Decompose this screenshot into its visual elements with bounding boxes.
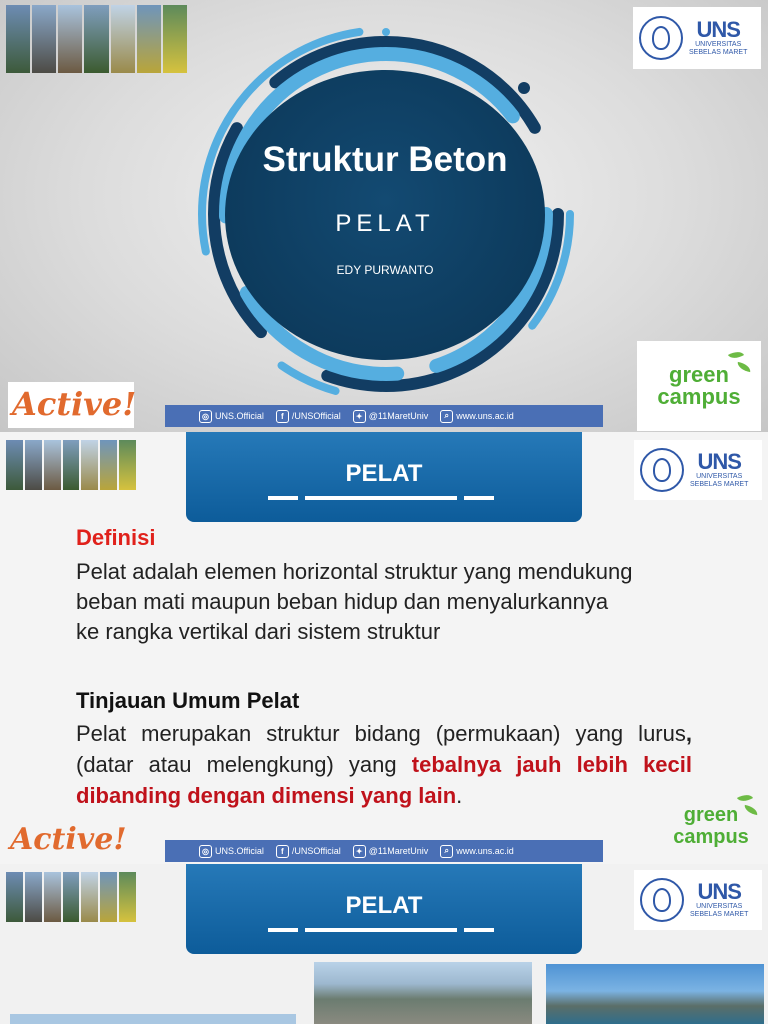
social-label: /UNSOfficial [291, 846, 341, 856]
uns-seal-icon [639, 16, 683, 60]
social-facebook[interactable] [276, 845, 341, 858]
uns-seal-icon [640, 448, 684, 492]
section-header [186, 864, 582, 954]
overview-heading: Tinjauan Umum Pelat [76, 688, 300, 713]
green-campus-line2: campus [657, 384, 741, 409]
green-campus-line2: campus [673, 826, 749, 848]
definition-line-2: beban mati maupun beban hidup dan menyalurkannya [76, 589, 609, 614]
city-aerial-photo [314, 962, 532, 1024]
social-media-bar [165, 840, 603, 862]
campus-photo-strip [6, 440, 136, 490]
definition-line-1: Pelat adalah elemen horizontal struktur yang mendukung [76, 559, 633, 584]
instagram-icon: ◎ [199, 845, 212, 858]
presentation-author: EDY PURWANTO [336, 263, 434, 277]
social-label: @11MaretUniv [368, 846, 429, 856]
campus-photo-strip [6, 5, 187, 73]
overview-text-2: (datar atau melengkung) yang [76, 752, 412, 777]
overview-end: . [456, 783, 463, 808]
social-instagram[interactable] [199, 410, 264, 423]
definition-line-3: ke rangka vertikal dari sistem struktur [76, 619, 441, 644]
image-panel [10, 1014, 296, 1024]
social-website[interactable] [440, 845, 514, 858]
definition-heading: Definisi [76, 525, 156, 550]
overview-emphasis: tebalnya jauh lebih kecil dibanding dengan dimensi yang lain [76, 752, 692, 808]
social-website[interactable] [440, 410, 514, 423]
active-logo: Active! [8, 382, 134, 428]
uns-logo-line2: SEBELAS MARET [689, 49, 748, 56]
social-twitter[interactable] [353, 410, 429, 423]
next-slide [0, 864, 768, 1024]
overview-comma: , [685, 721, 692, 746]
stadium-photo [546, 964, 764, 1024]
section-header-title: PELAT [345, 460, 423, 487]
social-facebook[interactable] [276, 410, 341, 423]
uns-logo-text: UNS [696, 17, 740, 42]
uns-logo-line2: SEBELAS MARET [690, 911, 749, 918]
section-header-title: PELAT [345, 892, 423, 919]
social-instagram[interactable] [199, 845, 264, 858]
social-label: UNS.Official [215, 411, 264, 421]
social-media-bar [165, 405, 603, 427]
green-campus-line1: green [669, 362, 729, 387]
social-label: @11MaretUniv [368, 411, 429, 421]
campus-photo-strip [6, 872, 136, 922]
uns-logo [633, 7, 761, 69]
presentation-subtitle: PELAT [335, 210, 435, 237]
uns-seal-icon [640, 878, 684, 922]
overview-paragraph [76, 718, 692, 811]
uns-logo-line2: SEBELAS MARET [690, 481, 749, 488]
definition-slide [0, 432, 768, 864]
presentation-title: Struktur Beton [262, 140, 508, 179]
green-campus-logo [660, 790, 762, 862]
facebook-icon: f [276, 410, 289, 423]
uns-logo [634, 870, 762, 930]
uns-logo [634, 440, 762, 500]
uns-logo-line1: UNIVERSITAS [695, 41, 742, 48]
social-twitter[interactable] [353, 845, 429, 858]
active-logo: Active! [10, 822, 127, 857]
green-campus-line1: green [683, 804, 739, 826]
overview-text: Pelat merupakan struktur bidang (permukaan) yang lurus [76, 721, 686, 746]
twitter-icon: ✦ [353, 845, 366, 858]
section-header [186, 432, 582, 522]
uns-logo-line1: UNIVERSITAS [696, 903, 743, 910]
green-campus-logo [637, 341, 761, 431]
search-icon: ⌕ [440, 410, 453, 423]
title-slide [0, 0, 768, 432]
search-icon: ⌕ [440, 845, 453, 858]
uns-logo-text: UNS [697, 449, 741, 474]
instagram-icon: ◎ [199, 410, 212, 423]
social-label: www.uns.ac.id [456, 846, 514, 856]
social-label: /UNSOfficial [291, 411, 341, 421]
uns-logo-line1: UNIVERSITAS [696, 473, 743, 480]
facebook-icon: f [276, 845, 289, 858]
uns-logo-text: UNS [697, 879, 741, 904]
twitter-icon: ✦ [353, 410, 366, 423]
social-label: UNS.Official [215, 846, 264, 856]
social-label: www.uns.ac.id [456, 411, 514, 421]
